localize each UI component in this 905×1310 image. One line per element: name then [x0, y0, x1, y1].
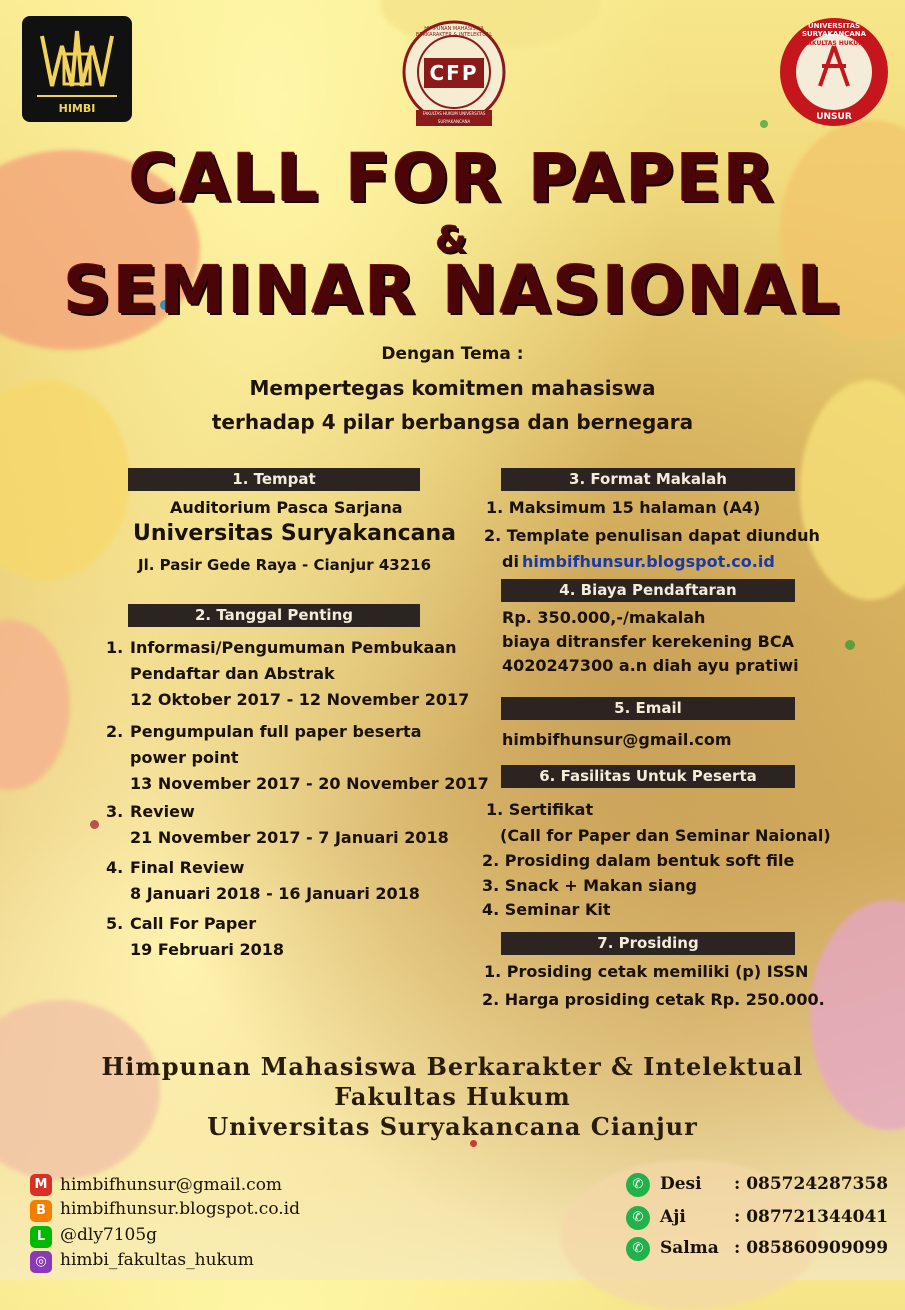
- cfp-logo: [400, 20, 508, 130]
- prosiding-heading: 7. Prosiding: [501, 932, 795, 955]
- tempat-address: Jl. Pasir Gede Raya - Cianjur 43216: [138, 556, 432, 574]
- tanggal-item-num: 5.: [106, 914, 124, 933]
- email-value[interactable]: himbifhunsur@gmail.com: [502, 730, 732, 749]
- fasilitas-item2: 2. Prosiding dalam bentuk soft file: [482, 851, 795, 870]
- tempat-university: Universitas Suryakancana: [133, 521, 457, 546]
- theme-line2: terhadap 4 pilar berbangsa dan bernegara: [211, 410, 694, 434]
- contact-phone[interactable]: : 087721344041: [734, 1207, 889, 1227]
- tanggal-item-title: Call For Paper: [130, 914, 257, 933]
- tanggal-item-date: 8 Januari 2018 - 16 Januari 2018: [130, 884, 420, 903]
- tanggal-item-title: Final Review: [130, 858, 245, 877]
- line-icon: L: [30, 1226, 52, 1248]
- email-heading: 5. Email: [501, 697, 795, 720]
- fasilitas-heading: 6. Fasilitas Untuk Peserta: [501, 765, 795, 788]
- blogger-icon: B: [30, 1200, 52, 1222]
- biaya-heading: 4. Biaya Pendaftaran: [501, 579, 795, 602]
- biaya-line2: biaya ditransfer kerekening BCA: [502, 632, 794, 651]
- paint-dot: [760, 120, 768, 128]
- tanggal-item-num: 2.: [106, 722, 124, 741]
- cfp-bottom-text: FAKULTAS HUKUM UNIVERSITAS SURYAKANCANA: [416, 110, 492, 126]
- cfp-ring-text: HIMPUNAN MAHASISWA BERKARAKTER & INTELEKTUAL: [415, 26, 493, 38]
- contact-blog[interactable]: himbifhunsur.blogspot.co.id: [60, 1199, 300, 1219]
- theme-label: Dengan Tema :: [381, 344, 524, 364]
- format-item1: 1. Maksimum 15 halaman (A4): [486, 498, 761, 517]
- whatsapp-icon: ✆: [626, 1237, 650, 1261]
- contact-name: Desi: [660, 1174, 702, 1194]
- biaya-line3: 4020247300 a.n diah ayu pratiwi: [502, 656, 799, 675]
- tanggal-item-title2: Pendaftar dan Abstrak: [130, 664, 335, 683]
- himbi-logo-text: HIMBI: [58, 102, 96, 115]
- blog-link[interactable]: himbifhunsur.blogspot.co.id: [522, 552, 775, 571]
- format-heading: 3. Format Makalah: [501, 468, 795, 491]
- himbi-logo: [22, 16, 132, 122]
- contact-instagram[interactable]: himbi_fakultas_hukum: [60, 1250, 254, 1270]
- paint-dot: [470, 1140, 477, 1147]
- theme-line1: Mempertegas komitmen mahasiswa: [249, 376, 656, 400]
- tanggal-item-date: 19 Februari 2018: [130, 940, 284, 959]
- unsur-ring-text: UNIVERSITAS SURYAKANCANA: [801, 22, 867, 38]
- fasilitas-item1-sub: (Call for Paper dan Seminar Naional): [500, 826, 831, 845]
- whatsapp-icon: ✆: [626, 1206, 650, 1230]
- organizer-line3: Universitas Suryakancana Cianjur: [207, 1112, 698, 1141]
- tanggal-item-num: 4.: [106, 858, 124, 877]
- contact-phone[interactable]: : 085860909099: [734, 1238, 889, 1258]
- tanggal-item-num: 3.: [106, 802, 124, 821]
- unsur-bottom-text: UNSUR: [816, 112, 852, 122]
- cfp-logo-text: CFP: [424, 58, 484, 88]
- format-item2: 2. Template penulisan dapat diunduh: [484, 526, 820, 545]
- title-line2: SEMINAR NASIONAL: [63, 252, 842, 329]
- tanggal-item-date: 12 Oktober 2017 - 12 November 2017: [130, 690, 470, 709]
- tanggal-item-title: Pengumpulan full paper beserta: [130, 722, 422, 741]
- fasilitas-item3: 3. Snack + Makan siang: [482, 876, 697, 895]
- contact-name: Aji: [660, 1207, 686, 1227]
- paint-splash: [0, 620, 70, 790]
- contact-name: Salma: [660, 1238, 719, 1258]
- title-ampersand: &: [435, 220, 470, 261]
- tempat-venue: Auditorium Pasca Sarjana: [170, 498, 403, 517]
- unsur-inner-text: FAKULTAS HUKUM: [803, 40, 865, 47]
- tanggal-item-num: 1.: [106, 638, 124, 657]
- prosiding-item2: 2. Harga prosiding cetak Rp. 250.000.: [482, 990, 825, 1009]
- tanggal-heading: 2. Tanggal Penting: [128, 604, 420, 627]
- fasilitas-item4: 4. Seminar Kit: [482, 900, 611, 919]
- tanggal-item-title2: power point: [130, 748, 239, 767]
- fasilitas-item1: 1. Sertifikat: [486, 800, 594, 819]
- whatsapp-icon: ✆: [626, 1173, 650, 1197]
- contact-phone[interactable]: : 085724287358: [734, 1174, 889, 1194]
- tanggal-item-date: 21 November 2017 - 7 Januari 2018: [130, 828, 449, 847]
- title-line1: CALL FOR PAPER: [128, 140, 777, 217]
- organizer-line2: Fakultas Hukum: [334, 1082, 571, 1111]
- gmail-icon: M: [30, 1174, 52, 1196]
- unsur-logo: [778, 16, 890, 128]
- format-item2-prefix: di: [502, 552, 519, 571]
- biaya-line1: Rp. 350.000,-/makalah: [502, 608, 706, 627]
- paint-dot: [845, 640, 855, 650]
- instagram-icon: ◎: [30, 1251, 52, 1273]
- prosiding-item1: 1. Prosiding cetak memiliki (p) ISSN: [484, 962, 809, 981]
- contact-email[interactable]: himbifhunsur@gmail.com: [60, 1175, 283, 1195]
- contact-line[interactable]: @dly7105g: [60, 1225, 158, 1245]
- organizer-line1: Himpunan Mahasiswa Berkarakter & Intelektual: [101, 1052, 804, 1081]
- tempat-heading: 1. Tempat: [128, 468, 420, 491]
- tanggal-item-title: Informasi/Pengumuman Pembukaan: [130, 638, 457, 657]
- tanggal-item-title: Review: [130, 802, 195, 821]
- paint-dot: [90, 820, 99, 829]
- tanggal-item-date: 13 November 2017 - 20 November 2017: [130, 774, 489, 793]
